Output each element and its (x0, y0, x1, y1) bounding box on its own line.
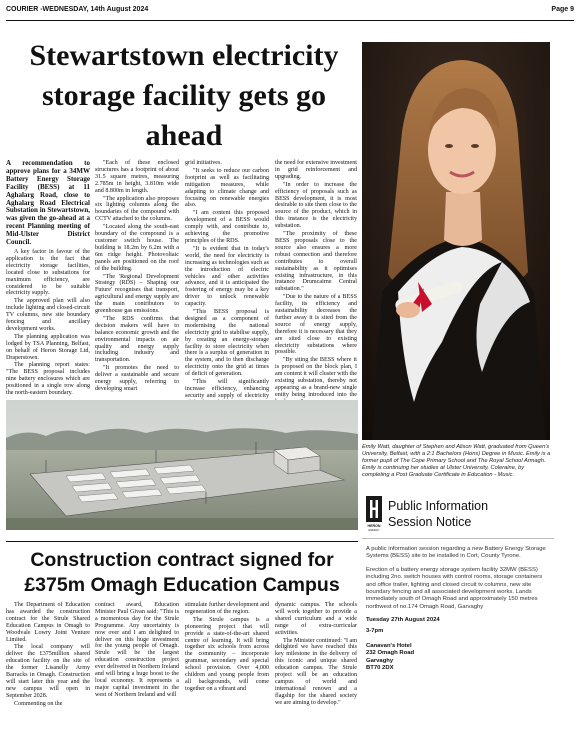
bess-render-photo (6, 400, 358, 530)
story1-headline: Stewartstown electricity storage facility gets go ahead (29, 39, 339, 152)
notice-body (366, 546, 552, 673)
notice-title-line1: Public Information (388, 499, 489, 513)
page-number: Page 9 (551, 6, 574, 13)
story2-paragraph: The Minister continued: "I am delighted we have reached this key milestone in the delivery of this iconic and unique shared education campus. The Strule project will be an education campus of world and international renown and a flagship for the shared society we are aiming to develop." (275, 637, 357, 706)
notice-paragraph-2: Erection of a battery energy storage system facility 32MW (BESS) including 2no. switch houses with control rooms, storage containers and office trailer, lighting and closed circuit tv columns, new site boundary fencing and all associated development works. Lands immediately south of Omagh Road and approximately 150 metres northwest of no.174 Omagh Road, Garvaghy (366, 566, 543, 610)
story1-paragraph: "The proximity of these BESS proposals close to the source also ensures a more robust connection and therefore contributes to overall sustainability as it optimises existing infrastructure, in this instance Drumcairne Central substation." (275, 231, 357, 293)
story2-column-1 (6, 602, 90, 709)
story1-paragraph: "It is evident that in today's world, the need for electricity is increasing as technologies such as the introduction of electric vehicles and other activities advance, and it is anticipated the fostering of energy may be a key driver to unlock renewable capacity. (185, 245, 269, 308)
masthead-rule (6, 20, 574, 21)
story1-intro: A recommendation to approve plans for a 34MW Battery Energy Storage Facility (BESS) at 11 Aghalarg Road, close to Aghalarg Road Electrical Substation in Stewartstown, was given the go-ahead at a recent Planning meeting of Mid-Ulster District Council. (6, 159, 90, 247)
story2-top-rule (6, 541, 358, 542)
graduate-portrait-illustration (362, 42, 550, 440)
story1-paragraph: "In order to increase the efficiency of proposals such as BESS development, it is most desirable to site them close to the source of the product, which in this instance is the electricity substation. (275, 181, 357, 230)
story1-paragraph: "By siting the BESS where it is proposed on the block plan, I am content it will cluster with the existing substation, thereby not appearing as a brand-new single entity being introduced into the (275, 357, 357, 398)
svg-text:ENERGY: ENERGY (368, 529, 380, 532)
story2-column-2 (95, 602, 179, 700)
masthead (6, 6, 574, 18)
story1-column-3 (185, 160, 269, 408)
story2-paragraph: The Strule campus is a pioneering project that will provide a state-of-the-art shared centre of learning. It will bring together six schools from across the community – incorporate grammar, secondary and special school provision. Over 4,000 children and young people from all backgrounds, will come together on a vibrant and (185, 616, 269, 692)
story2-paragraph: stimulate further development and regeneration of the region. (185, 602, 269, 615)
notice-time: 3-7pm (366, 627, 384, 634)
notice-date: Tuesday 27th August 2024 (366, 617, 440, 624)
story1-column-4 (275, 160, 357, 407)
story2-paragraph: dynamic campus. The schools will work together to provide a shared curriculum and a wide range of extra-curricular activities. (275, 602, 357, 636)
notice-address-line: 232 Omagh Road (366, 650, 415, 657)
graduate-photo (362, 42, 550, 440)
notice-address-line: Garvaghy (366, 657, 394, 664)
story1-paragraph: grid initiatives. (185, 160, 222, 166)
notice-divider (362, 538, 554, 539)
story1-paragraph: the need for extensive investment in grid reinforcement and upgrading. (275, 160, 357, 180)
story2-column-3 (185, 602, 269, 694)
notice-title (388, 498, 488, 530)
bess-photo-caption: The electricity storage facility will include nine battery enclosures and a customer switch house. Credit: Mid-Ulster planning portal (459, 494, 567, 521)
story2-paragraph: The Department of Education has awarded the construction contract for the Strule Shared Education Campus in Omagh to Woodvale Lowry Joint Venture Limited. (6, 602, 90, 643)
story1-paragraph: The approved plan will also include lighting and closed-circuit TV columns, new site boundary fencing and ancillary development works. (6, 298, 90, 332)
story1-paragraph: "This BESS proposal is designed as a component of modernising the national electricity grid to stabilise supply, by creating an energy-storage facility to store electricity when there is a surplus of generation in the system, and to then discharge electricity onto the grid at times of deficit of generation. (185, 309, 269, 378)
story1-paragraph: "Due to the nature of a BESS facility, its efficiency and sustainability decreases the further away it is sited from the source of energy supply, therefore it is necessary that they are sited close to existing electricity substations where possible. (275, 294, 357, 356)
story2-headline: Construction contract signed for £375m Omagh Education Campus (24, 549, 340, 596)
story1-paragraph: The planning application was lodged by TSA Planning, Belfast, on behalf of Heron Storage Ltd, Draperstown. (6, 333, 90, 361)
heron-logo-icon (366, 496, 382, 532)
story1-paragraph: The planning report states: "The BESS proposal includes nine battery enclosures which are positioned in a single row along the north-eastern boundary. (6, 362, 90, 397)
story1-paragraph: "Each of these enclosed structures has a footprint of about 31.5 square metres, measuring 2.785m in height, 3.810m wide and 8.800m in length. (95, 160, 179, 194)
story1-paragraph: "Located along the south-east boundary of the compound is a customer switch house. The building is 18.2m by 6.2m with a 6m ridge height. Photovoltaic panels are positioned on the roof of the building. (95, 224, 179, 272)
story2-paragraph: contract award, Education Minister Paul Givan said: "This is a momentous day for the Strule Programme. Any uncertainty is now over and I am delighted to deliver on this huge investment for the young people of Omagh. Strule will be the largest education construction project ever delivered in Northern Ireland and will bring a huge boost to the local economy. It represents a major capital investment in the west of Northern Ireland and will (95, 602, 179, 698)
story1-column-1 (6, 160, 90, 398)
public-notice (362, 492, 554, 730)
notice-title-line2: Session Notice (388, 515, 472, 529)
notice-header (362, 492, 554, 538)
story2-paragraph: The local company will deliver the £375million shared education facility on the site of the former Lisanelly Army Barracks in Omagh. Construction will start later this year and the new campus will open in September 2028. (6, 644, 90, 699)
story1-paragraph: "It promotes the need to deliver a sustainable and secure energy supply, referring to developing smart (95, 365, 179, 392)
story1-paragraph: "It seeks to reduce our carbon footprint as well as facilitating mitigation measures, while adapting to climate change and focusing on renewable energies also. (185, 167, 269, 209)
notice-address-line: Canavan's Hotel (366, 643, 412, 650)
notice-address-line: BT70 2DX (366, 665, 394, 672)
story1-paragraph: "The RDS confirms that decision makers will have to balance economic growth and the environmental impacts on air quality and energy supply including industry and transportation. (95, 315, 179, 364)
story2-column-4 (275, 602, 357, 708)
notice-paragraph-1: A public information session regarding a new Battery Energy Storage Systems (BESS) site to be installed in Cort, County Tyrone. (366, 546, 546, 560)
masthead-date: COURIER -WEDNESDAY, 14th August 2024 (6, 6, 149, 13)
bess-render-illustration (6, 400, 358, 530)
story1-paragraph: "The 'Regional Development Strategy (RDS) – Shaping our Future' recognises that transport, agricultural and energy supply are the main contributors to greenhouse gas emissions. (95, 273, 179, 315)
story2-paragraph: Commenting on the (14, 700, 63, 707)
story1-column-2 (95, 160, 179, 394)
graduate-caption: Emily Watt, daughter of Stephen and Alison Watt, graduated from Queen's University, Belfast, with a 2:1 Bachelors (Hons) Degree in Music. Emily is a former pupil of The Cope Primary School and The Royal School Armagh. Emily is continuing her studies at Ulster University, Coleraine, by completing a Post Graduate Certificate in Education - Music. (362, 444, 551, 478)
story1-paragraph: A key factor in favour of the application is the fact that electricity storage facilities, located close to substations for maximum efficiency, are considered to be suitable electricity supply. (6, 248, 90, 297)
story1-paragraph: "This will significantly increase efficiency, enhancing security and supply of electricity (185, 379, 269, 399)
story1-paragraph: "The application also proposes six lighting columns along the boundaries of the compound with CCTV attached to the columns. (95, 195, 179, 223)
story1-paragraph: "I am content this proposed development of a BESS would comply with, and contribute to, achieving the promotive principles of the RDS. (185, 210, 269, 244)
svg-text:HERON: HERON (367, 524, 381, 528)
